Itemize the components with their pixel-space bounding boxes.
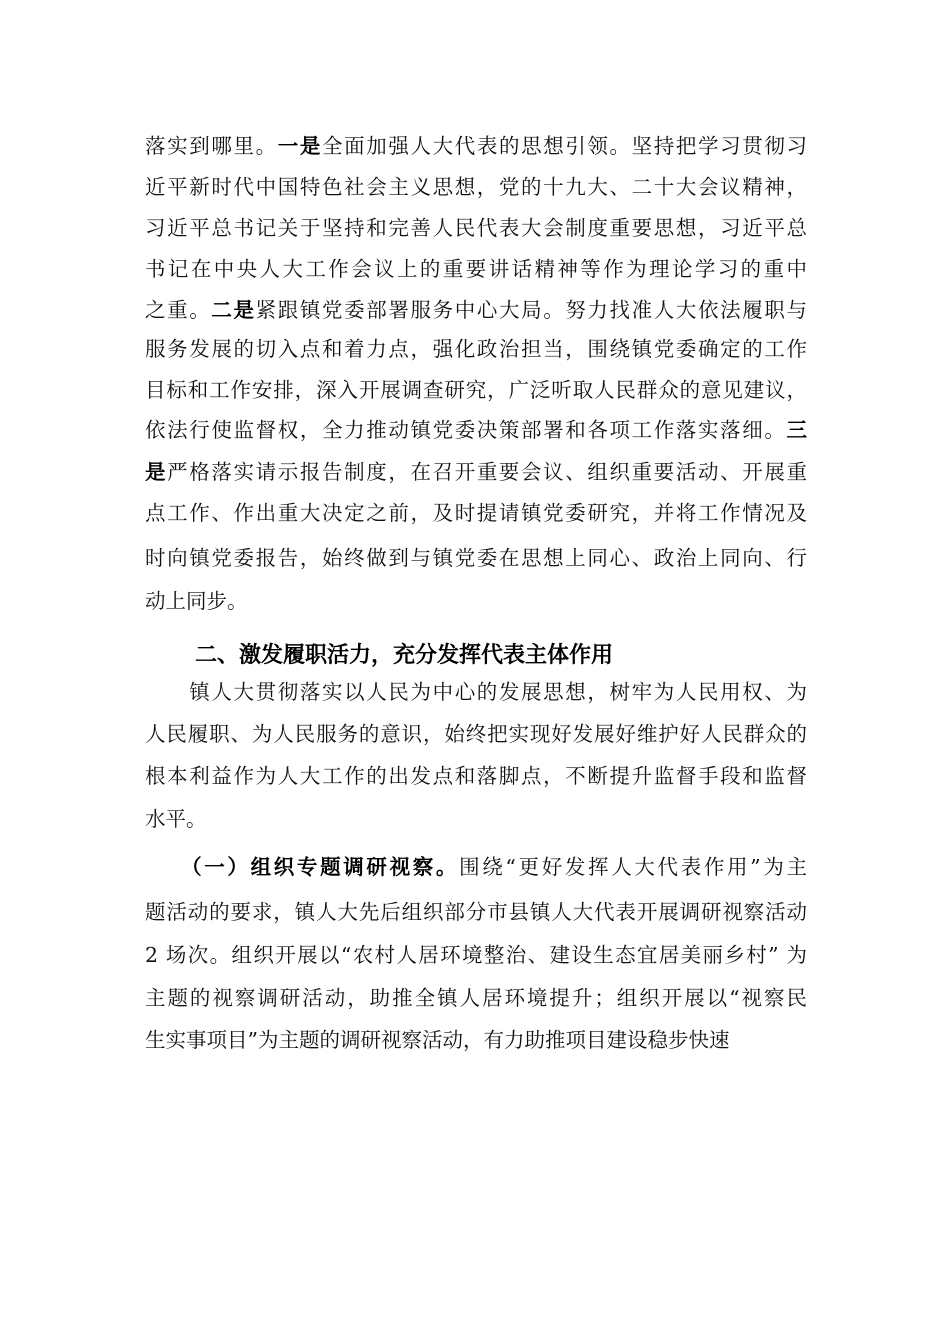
line-text: 围绕“更好发挥人大代表作用”为主 xyxy=(459,855,807,879)
line-text: 落实到哪里。 xyxy=(145,134,278,158)
paragraph-line: 点工作、作出重大决定之前，及时提请镇党委研究，并将工作情况及 xyxy=(145,501,807,525)
paragraph-line: 人民履职、为人民服务的意识，始终把实现好发展好维护好人民群众的 xyxy=(145,722,807,746)
section-heading: 二、激发履职活力，充分发挥代表主体作用 xyxy=(195,643,614,668)
paragraph-line: 主题的视察调研活动，助推全镇人居环境提升；组织开展以“视察民 xyxy=(145,986,807,1010)
bold-marker: 二是 xyxy=(211,298,256,322)
paragraph-line: 近平新时代中国特色社会主义思想，党的十九大、二十大会议精神， xyxy=(145,175,807,199)
bold-marker: 一是 xyxy=(277,134,322,158)
paragraph-line: 时向镇党委报告，始终做到与镇党委在思想上同心、政治上同向、行 xyxy=(145,546,807,570)
paragraph-line: 服务发展的切入点和着力点，强化政治担当，围绕镇党委确定的工作 xyxy=(145,337,807,361)
line-text: 紧跟镇党委部署服务中心大局。努力找准人大依法履职与 xyxy=(255,298,808,322)
line-text: 依法行使监督权，全力推动镇党委决策部署和各项工作落实落细。 xyxy=(145,418,787,442)
bold-marker: 三 xyxy=(786,418,807,442)
bold-marker: 是 xyxy=(145,460,168,484)
paragraph-line xyxy=(145,452,807,492)
paragraph-line: 习近平总书记关于坚持和完善人民代表大会制度重要思想，习近平总 xyxy=(145,216,807,240)
paragraph-line: 题活动的要求，镇人大先后组织部分市县镇人大代表开展调研视察活动 xyxy=(145,900,807,924)
paragraph-line: 生实事项目”为主题的调研视察活动，有力助推项目建设稳步快速 xyxy=(145,1028,730,1052)
paragraph-line: 根本利益作为人大工作的出发点和落脚点，不断提升监督手段和监督 xyxy=(145,764,807,788)
line-text: 全面加强人大代表的思想引领。坚持把学习贯彻习 xyxy=(321,134,808,158)
paragraph-line: 动上同步。 xyxy=(145,589,248,613)
paragraph-line xyxy=(145,410,807,450)
paragraph-line: 水平。 xyxy=(145,807,207,831)
paragraph-line xyxy=(145,290,807,330)
paragraph-line: 书记在中央人大工作会议上的重要讲话精神等作为理论学习的重中 xyxy=(145,257,807,281)
paragraph-line xyxy=(145,847,807,887)
paragraph-line: 目标和工作安排，深入开展调查研究，广泛听取人民群众的意见建议， xyxy=(145,378,807,402)
paragraph-line xyxy=(145,126,807,166)
line-text: 之重。 xyxy=(145,298,212,322)
paragraph-line: 镇人大贯彻落实以人民为中心的发展思想，树牢为人民用权、为 xyxy=(145,680,807,704)
paragraph-line: 2 场次。组织开展以“农村人居环境整治、建设生态宜居美丽乡村” 为 xyxy=(145,943,807,967)
subsection-title: （一）组织专题调研视察。 xyxy=(145,855,460,879)
line-text: 严格落实请示报告制度，在召开重要会议、组织重要活动、开展重 xyxy=(167,460,808,484)
